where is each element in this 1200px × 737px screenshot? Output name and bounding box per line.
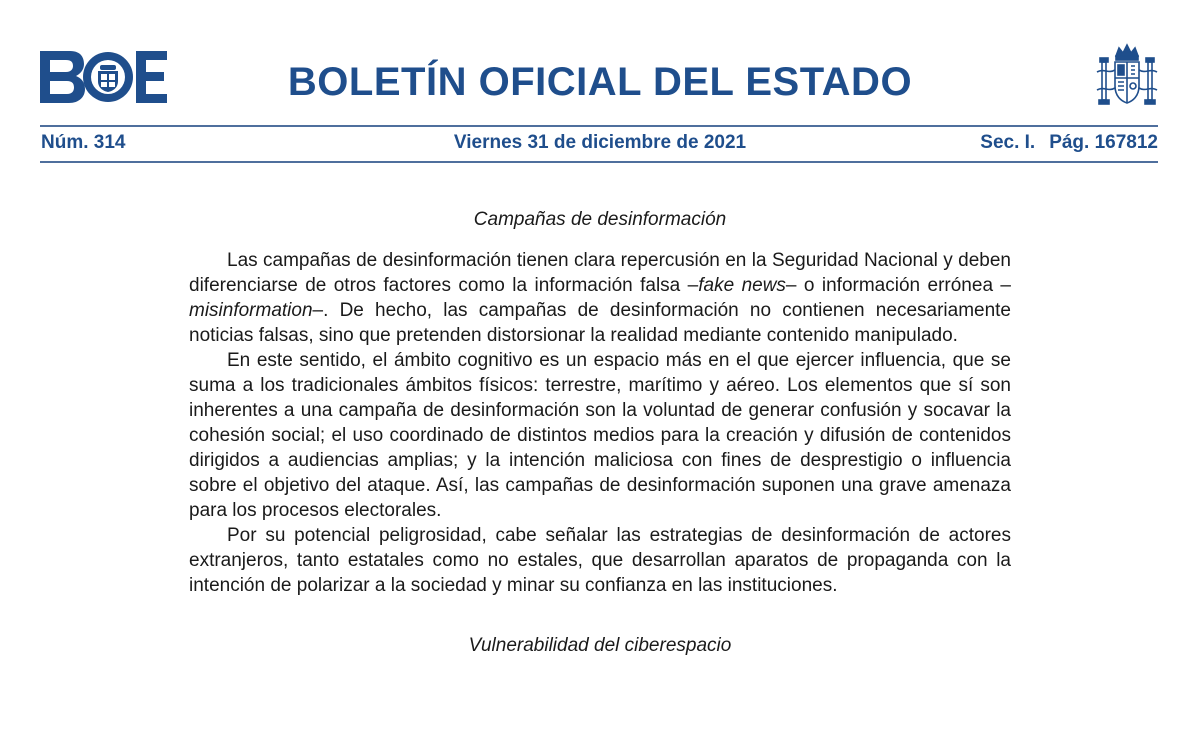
document-body bbox=[189, 206, 1011, 660]
section-heading: Campañas de desinformación bbox=[473, 209, 727, 230]
body-paragraph: Las campañas de desinformación tienen clara repercusión en la Seguridad Nacional y deben diferenciarse de otros factores como la información falsa –fake news– o información errónea –misinformation–. De hecho, las campañas de desinformación no contienen necesariamente noticias falsas, sino que pretenden distorsionar la realidad mediante contenido manipulado. bbox=[189, 250, 1011, 346]
emphasis-text: fake news bbox=[698, 275, 786, 296]
issue-date: Viernes 31 de diciembre de 2021 bbox=[453, 132, 747, 153]
body-paragraph: Por su potencial peligrosidad, cabe señalar las estrategias de desinformación de actores extranjeros, tanto estatales como no estales, que desarrollan aparatos de propaganda con la intención de polarizar a la sociedad y minar su confianza en las instituciones. bbox=[189, 525, 1011, 596]
body-paragraph: En este sentido, el ámbito cognitivo es un espacio más en el que ejercer influencia, que se suma a los tradicionales ámbitos físicos: terrestre, marítimo y aéreo. Los elementos que sí son inherentes a una campaña de desinformación son la voluntad de generar confusión y socavar la cohesión social; el uso coordinado de distintos medios para la creación y difusión de contenidos dirigidos a audiencias amplias; y la intención maliciosa con fines de desprestigio o influencia sobre el objetivo del ataque. Así, las campañas de desinformación suponen una grave amenaza para los procesos electorales. bbox=[189, 350, 1011, 521]
section-heading: Vulnerabilidad del ciberespacio bbox=[468, 635, 732, 656]
emphasis-text: misinformation bbox=[189, 300, 313, 321]
page-number: Pág. 167812 bbox=[1049, 132, 1158, 153]
section-label: Sec. I. bbox=[980, 132, 1036, 153]
issue-number: Núm. 314 bbox=[41, 132, 126, 153]
section-and-page bbox=[980, 130, 1158, 156]
masthead-title: BOLETÍN OFICIAL DEL ESTADO bbox=[287, 60, 913, 104]
header-rule-bottom bbox=[40, 161, 1158, 163]
spanish-coat-of-arms-icon bbox=[1094, 42, 1160, 110]
header-rule-top bbox=[40, 125, 1158, 127]
boe-logo bbox=[40, 51, 167, 103]
